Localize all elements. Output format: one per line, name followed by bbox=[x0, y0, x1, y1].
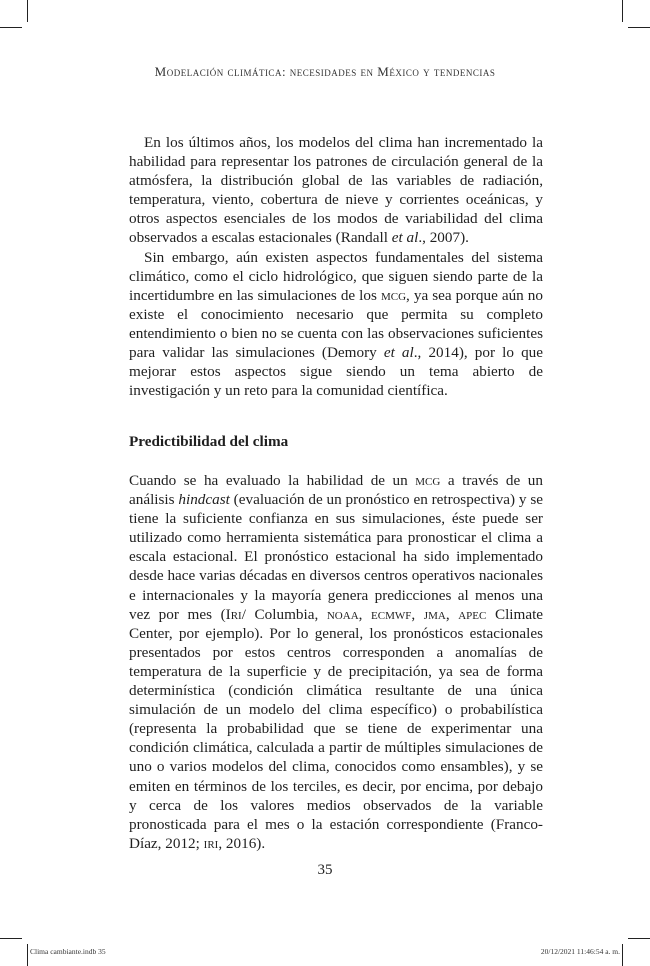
crop-mark bbox=[628, 27, 650, 28]
crop-mark bbox=[27, 944, 28, 966]
paragraph-2: Sin embargo, aún existen aspectos fundamentales del sistema climático, como el ciclo hidrológico, que siguen siendo parte de la incertidumbre en las simulaciones de los mcg, ya sea porque aún no existe el conocimiento necesario que permita su completo entendimiento o bien no se cuenta con las observaciones suficientes para validar las simulaciones (Demory et al., 2014), por lo que mejorar estos aspectos sigue siendo un tema abierto de investigación y un reto para la comunidad científica. bbox=[129, 248, 544, 400]
crop-mark bbox=[0, 27, 22, 28]
paragraph-3: Cuando se ha evaluado la habilidad de un mcg a través de un análisis hindcast (evaluación de un pronóstico en retrospectiva) y se tiene la suficiente confianza en sus simulaciones, éste puede ser utilizado como herramienta sistemática para pronosticar el clima a escala estacional. El pronóstico estacional ha sido implementado desde hace varias décadas en diversos centros operativos nacionales e internacionales y la mayoría genera predicciones al menos una vez por mes (Iri/ Columbia, noaa, ecmwf, jma, apec Climate Center, por ejemplo). Por lo general, los pronósticos estacionales presentados por estos centros corresponden a anomalías de temperatura de la superficie y de precipitación, ya sea de forma determinística (condición climática resultante de una única simulación de un modelo del clima específico) o probabilística (representa la probabilidad que se tiene de experimentar una condición climática, calculada a partir de múltiples simulaciones de uno o varios modelos del clima, conocidos como ensambles), y se emiten en términos de los terciles, es decir, por encima, por debajo y cerca de los valores medios observados de la variable pronosticada para el mes o la estación correspondiente (Franco-Díaz, 2012; iri, 2016). bbox=[129, 472, 544, 852]
crop-mark bbox=[622, 0, 623, 22]
paragraph-1: En los últimos años, los modelos del clima han incrementado la habilidad para representar los patrones de circulación general de la atmósfera, la distribución global de las variables de radiación, temperatura, viento, cobertura de nieve y corrientes oceánicas, y otros aspectos esenciales de los modos de variabilidad del clima observados a escalas estacionales (Randall et al., 2007). bbox=[129, 134, 543, 247]
body-text-bottom bbox=[129, 471, 543, 853]
section-heading: Predictibilidad del clima bbox=[129, 433, 289, 450]
slug-filename: Clima cambiante.indb 35 bbox=[30, 947, 106, 956]
crop-mark bbox=[622, 944, 623, 966]
running-head: Modelación climática: necesidades en México y tendencias bbox=[154, 64, 496, 79]
slug-timestamp: 20/12/2021 11:46:54 a. m. bbox=[540, 947, 620, 956]
crop-mark bbox=[27, 0, 28, 22]
crop-mark bbox=[0, 938, 22, 939]
page-number: 35 bbox=[317, 862, 333, 878]
crop-mark bbox=[628, 938, 650, 939]
body-text-top bbox=[129, 133, 543, 400]
